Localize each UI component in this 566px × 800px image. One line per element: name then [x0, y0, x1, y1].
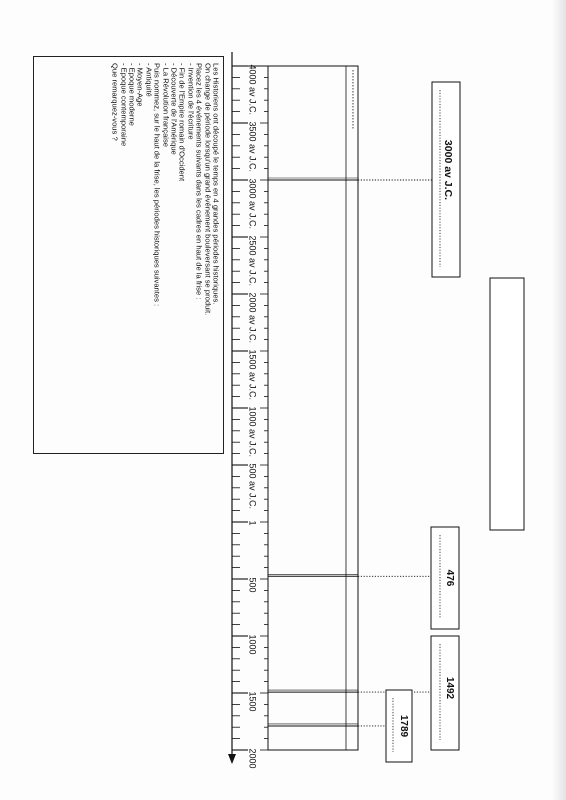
instructions-text	[36, 59, 221, 451]
event-label-writing: 3000 av J.C.	[442, 139, 454, 201]
axis-tick-label: 3500 av J.C.	[247, 121, 258, 172]
event-label-america: 1492	[444, 676, 455, 700]
event-label-revolution: 1789	[398, 714, 409, 738]
event-label-rome: 476	[444, 569, 455, 587]
axis-tick-label: 500	[247, 577, 258, 593]
axis-tick-label: 1000	[247, 634, 258, 655]
frieze-band	[268, 66, 358, 750]
instruction-line: - Découverte de l'Amérique	[168, 63, 178, 155]
instruction-line: - Moyen-Age	[135, 63, 145, 107]
instructions-box	[33, 56, 224, 454]
axis-tick-label: 1500	[247, 691, 258, 712]
period-name-box	[490, 278, 524, 530]
instruction-line: - Antiquité	[143, 63, 153, 97]
instruction-line: - Fin de l'Empire romain d'Occident	[177, 63, 187, 182]
axis-tick-label: 1000 av J.C.	[247, 406, 258, 457]
axis-tick-label: 2000 av J.C.	[247, 292, 258, 343]
instruction-line: Placez les 4 événements suivants dans les cadres en haut de la frise :	[194, 63, 204, 300]
instruction-line: On change de période lorsqu'un grand événement bouleversant se produit.	[202, 63, 212, 316]
instruction-line: Puis nommez, sur le haut de la frise, les périodes historiques suivantes :	[152, 63, 162, 307]
axis-tick-label: 500 av J.C.	[247, 463, 258, 509]
instruction-line: - La Révolution française	[160, 63, 170, 147]
instruction-line: Les Historiens ont découpé le temps en 4 grandes périodes historiques.	[211, 63, 220, 305]
axis-tick-label: 4000 av J.C.	[247, 64, 258, 115]
axis-tick-label: 1500 av J.C.	[247, 349, 258, 400]
axis-tick-label: 3000 av J.C.	[247, 178, 258, 229]
instruction-line: - Invention de l'écriture	[185, 63, 195, 140]
instruction-line: Que remarquez-vous ?	[110, 63, 120, 141]
instruction-line: - Epoque contemporaine	[118, 63, 128, 147]
axis-tick-label: 2500 av J.C.	[247, 235, 258, 286]
instruction-line: - Epoque moderne	[126, 63, 136, 126]
axis-arrow	[228, 754, 236, 764]
axis-tick-label: 1	[247, 520, 258, 526]
axis-tick-label: 2000	[247, 748, 258, 769]
